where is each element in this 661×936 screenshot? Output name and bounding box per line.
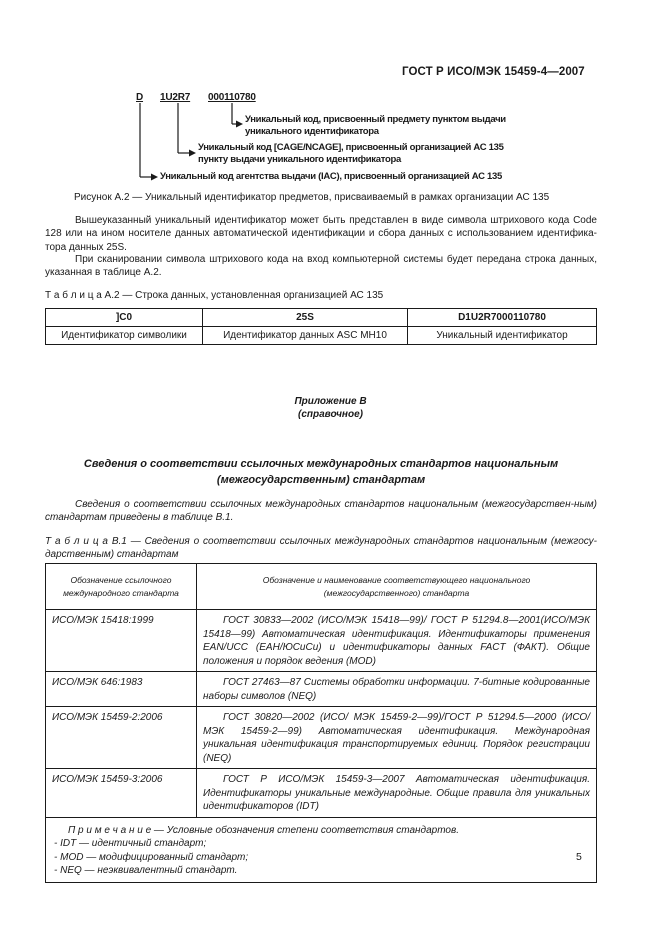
table-b1-caption-text: — Сведения о соответствии ссылочных международных стандартов национальным (межгосу-дарственным) стандартам <box>45 536 597 561</box>
section-title <box>60 456 582 488</box>
table-a2-header-cell: D1U2R7000110780 <box>408 309 597 327</box>
table-a2-caption-text: — Строка данных, установленная организацией АС 135 <box>119 290 384 301</box>
table-b1-ref-cell: ИСО/МЭК 15459-2:2006 <box>46 707 197 769</box>
table-b1-ref-cell: ИСО/МЭК 646:1983 <box>46 672 197 707</box>
table-b1-header-ref-line1: Обозначение ссылочного <box>70 575 172 585</box>
table-b1-header-national-line2: (межгосударственного) стандарта <box>323 588 470 598</box>
figure-code-iac: D <box>136 92 144 103</box>
note-text: — Условные обозначения степени соответствия стандартов. <box>151 824 459 836</box>
table-a2 <box>45 308 597 345</box>
table-a2-cell: Идентификатор символики <box>46 327 203 345</box>
table-a2-caption-prefix: Т а б л и ц а А.2 <box>45 290 120 301</box>
table-b1-header-national-line1: Обозначение и наименование соответствующего национального <box>262 575 531 585</box>
appendix-title: Приложение В <box>294 396 367 407</box>
figure-label-serial-line1: Уникальный код, присвоенный предмету пунктом выдачи <box>245 114 506 125</box>
table-b1-ref-cell: ИСО/МЭК 15418:1999 <box>46 610 197 672</box>
paragraph-scanning: При сканировании символа штрихового кода на вход компьютерной системы будет передана строка данных, указанная в таблице А.2. <box>45 254 597 279</box>
table-b1-header-row <box>46 564 597 610</box>
table-b1-desc-cell: ГОСТ 30820—2002 (ИСО/ МЭК 15459-2—99)/ГОСТ Р 51294.5—2000 (ИСО/МЭК 15459-2—99) Автоматическая идентификация. Международная уникальная идентификация транспортируемых единиц. Порядок регистрации (NEQ) <box>197 707 597 769</box>
figure-label-cage-line1: Уникальный код [CAGE/NCAGE], присвоенный организацией АС 135 <box>198 142 504 153</box>
table-a2-row <box>46 327 597 345</box>
table-a2-header-cell: ]C0 <box>46 309 203 327</box>
document-header: ГОСТ Р ИСО/МЭК 15459-4—2007 <box>402 66 585 78</box>
paragraph-barcode: Вышеуказанный уникальный идентификатор может быть представлен в виде символа штрихового кода Code 128 или на ином носителе данных автоматической идентификации и сбора данных с использованием идентифика-тора данных 25S. <box>45 215 597 253</box>
figure-caption: Рисунок А.2 — Уникальный идентификатор предметов, присваиваемый в рамках организации АС 135 <box>74 192 550 203</box>
figure-label-serial <box>245 114 506 138</box>
figure-code-cage: 1U2R7 <box>160 92 191 103</box>
figure-label-serial-line2: уникального идентификатора <box>245 126 379 137</box>
table-row <box>46 707 597 769</box>
figure-label-cage <box>198 142 504 166</box>
table-b1-note <box>46 817 597 882</box>
appendix-subtitle: (справочное) <box>298 409 363 420</box>
page-number: 5 <box>576 851 582 863</box>
table-b1-header-national <box>197 564 597 610</box>
note-item: - NEQ — неэквивалентный стандарт. <box>54 865 238 876</box>
table-b1-desc-cell: ГОСТ 27463—87 Системы обработки информации. 7-битные кодированные наборы символов (NEQ) <box>197 672 597 707</box>
section-title-line2: (межгосударственным) стандартам <box>216 474 426 486</box>
table-a2-caption <box>45 290 383 301</box>
table-b1-desc-cell: ГОСТ 30833—2002 (ИСО/МЭК 15418—99)/ ГОСТ Р 51294.8—2001(ИСО/МЭК 15418—99) Автоматическая идентификация. Идентификаторы применения EAN/UCC (EAH/ЮСиСи) и идентификаторы данных FACT (ФАКТ). Общие положения и порядок ведения (MOD) <box>197 610 597 672</box>
table-b1-caption <box>45 535 597 562</box>
table-b1-caption-prefix: Т а б л и ц а В.1 <box>45 536 127 547</box>
figure-connector-lines <box>0 0 661 200</box>
table-b1 <box>45 563 597 883</box>
table-row <box>46 672 597 707</box>
note-prefix: П р и м е ч а н и е <box>68 824 152 836</box>
figure-label-cage-line2: пункту выдачи уникального идентификатора <box>198 154 401 165</box>
table-row <box>46 769 597 818</box>
note-item: - IDT — идентичный стандарт; <box>54 838 207 849</box>
table-row <box>46 610 597 672</box>
appendix-intro: Сведения о соответствии ссылочных международных стандартов национальным (межгосударствен-ным) стандартам приведены в таблице В.1. <box>45 499 597 524</box>
table-a2-header-cell: 25S <box>203 309 408 327</box>
figure-label-iac <box>160 171 502 183</box>
table-b1-header-ref-line2: международного стандарта <box>63 588 179 598</box>
figure-label-iac-line1: Уникальный код агентства выдачи (IAC), присвоенный организацией АС 135 <box>160 171 502 182</box>
table-a2-cell: Уникальный идентификатор <box>408 327 597 345</box>
note-heading <box>68 824 590 838</box>
table-a2-header-row <box>46 309 597 327</box>
table-b1-note-row <box>46 817 597 882</box>
table-a2-cell: Идентификатор данных ASC MH10 <box>203 327 408 345</box>
table-b1-header-ref <box>46 564 197 610</box>
table-b1-desc-cell: ГОСТ Р ИСО/МЭК 15459-3—2007 Автоматическая идентификация. Идентификаторы уникальные международные. Общие правила для уникальных идентификаторов (IDT) <box>197 769 597 818</box>
note-item: - MOD — модифицированный стандарт; <box>54 851 249 863</box>
table-b1-ref-cell: ИСО/МЭК 15459-3:2006 <box>46 769 197 818</box>
figure-code-serial: 000110780 <box>208 92 256 103</box>
section-title-line1: Сведения о соответствии ссылочных международных стандартов национальным <box>83 458 559 470</box>
